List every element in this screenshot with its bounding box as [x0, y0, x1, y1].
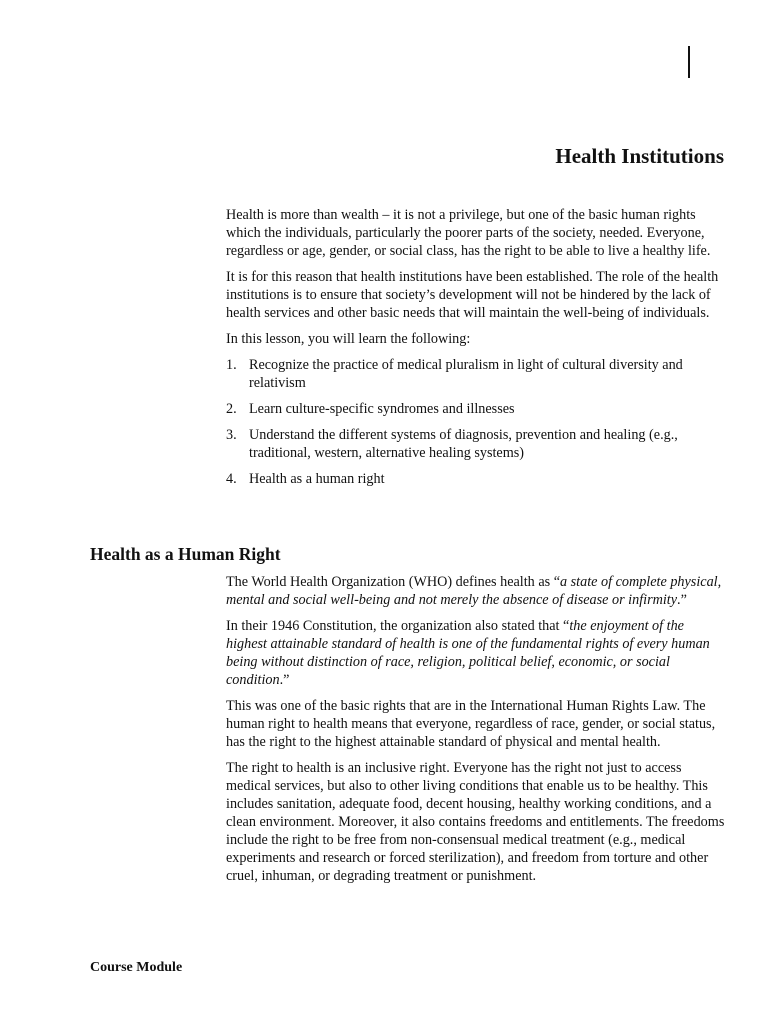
constitution-quote: the enjoyment of the highest attainable standard of health is one of the fundamental rights of every human being without distinction of race, religion, political belief, economic, or social condition: [226, 618, 710, 688]
list-item-text: Recognize the practice of medical pluralism in light of cultural diversity and relativism: [249, 357, 683, 391]
list-item-number: 4.: [226, 471, 237, 487]
human-rights-law-paragraph: This was one of the basic rights that are in the International Human Rights Law. The human right to health means that everyone, regardless of race, gender, or social status, has the right to the highest attainable standard of physical and mental health.: [226, 698, 716, 750]
list-item-number: 3.: [226, 427, 237, 443]
list-item-text: Understand the different systems of diagnosis, prevention and healing (e.g., traditional, western, alternative healing systems): [249, 427, 678, 461]
list-item-text: Health as a human right: [249, 471, 385, 487]
intro-paragraph-2: It is for this reason that health institutions have been established. The role of the health institutions is to ensure that society’s development will not be hindered by the lack of health services and other basic needs that will maintain the well-being of individuals.: [226, 269, 719, 321]
intro-paragraph-1: Health is more than wealth – it is not a privilege, but one of the basic human rights which the individuals, particularly the poorer parts of the society, needed. Everyone, regardless or age, gender, or social class, has the right to be able to live a healthy life.: [226, 207, 711, 259]
who-definition-tail: .”: [677, 592, 687, 608]
list-item: [226, 426, 728, 462]
footer-label: Course Module: [90, 960, 183, 975]
list-item: [226, 470, 728, 488]
constitution-lead: In their 1946 Constitution, the organization also stated that “: [226, 618, 570, 634]
page-marker-bar: [688, 46, 690, 78]
list-item: [226, 356, 728, 392]
list-item-number: 2.: [226, 401, 237, 417]
who-definition-lead: The World Health Organization (WHO) defines health as “: [226, 574, 560, 590]
section-body: [226, 573, 728, 893]
list-item-number: 1.: [226, 357, 237, 373]
page-title: Health Institutions: [555, 144, 724, 168]
section-heading: Health as a Human Right: [90, 544, 281, 564]
intro-block: [226, 206, 728, 496]
intro-paragraph-3: In this lesson, you will learn the following:: [226, 331, 471, 347]
list-item-text: Learn culture-specific syndromes and illnesses: [249, 401, 515, 417]
objectives-list: [226, 356, 728, 488]
list-item: [226, 400, 728, 418]
constitution-paragraph: [226, 617, 728, 689]
constitution-tail: .”: [279, 672, 290, 688]
who-definition-paragraph: [226, 573, 728, 609]
who-definition-quote: a state of complete physical, mental and social well-being and not merely the absence of disease or infirmity: [226, 574, 722, 608]
inclusive-right-paragraph: The right to health is an inclusive right. Everyone has the right not just to access medical services, but also to other living conditions that enable us to be healthy. This includes sanitation, adequate food, decent housing, healthy working conditions, and a clean environment. Moreover, it also contains freedoms and entitlements. The freedoms include the right to be free from non-consensual medical treatment (e.g., medical experiments and research or forced sterilization), and freedom from torture and other cruel, inhuman, or degrading treatment or punishment.: [226, 760, 725, 884]
